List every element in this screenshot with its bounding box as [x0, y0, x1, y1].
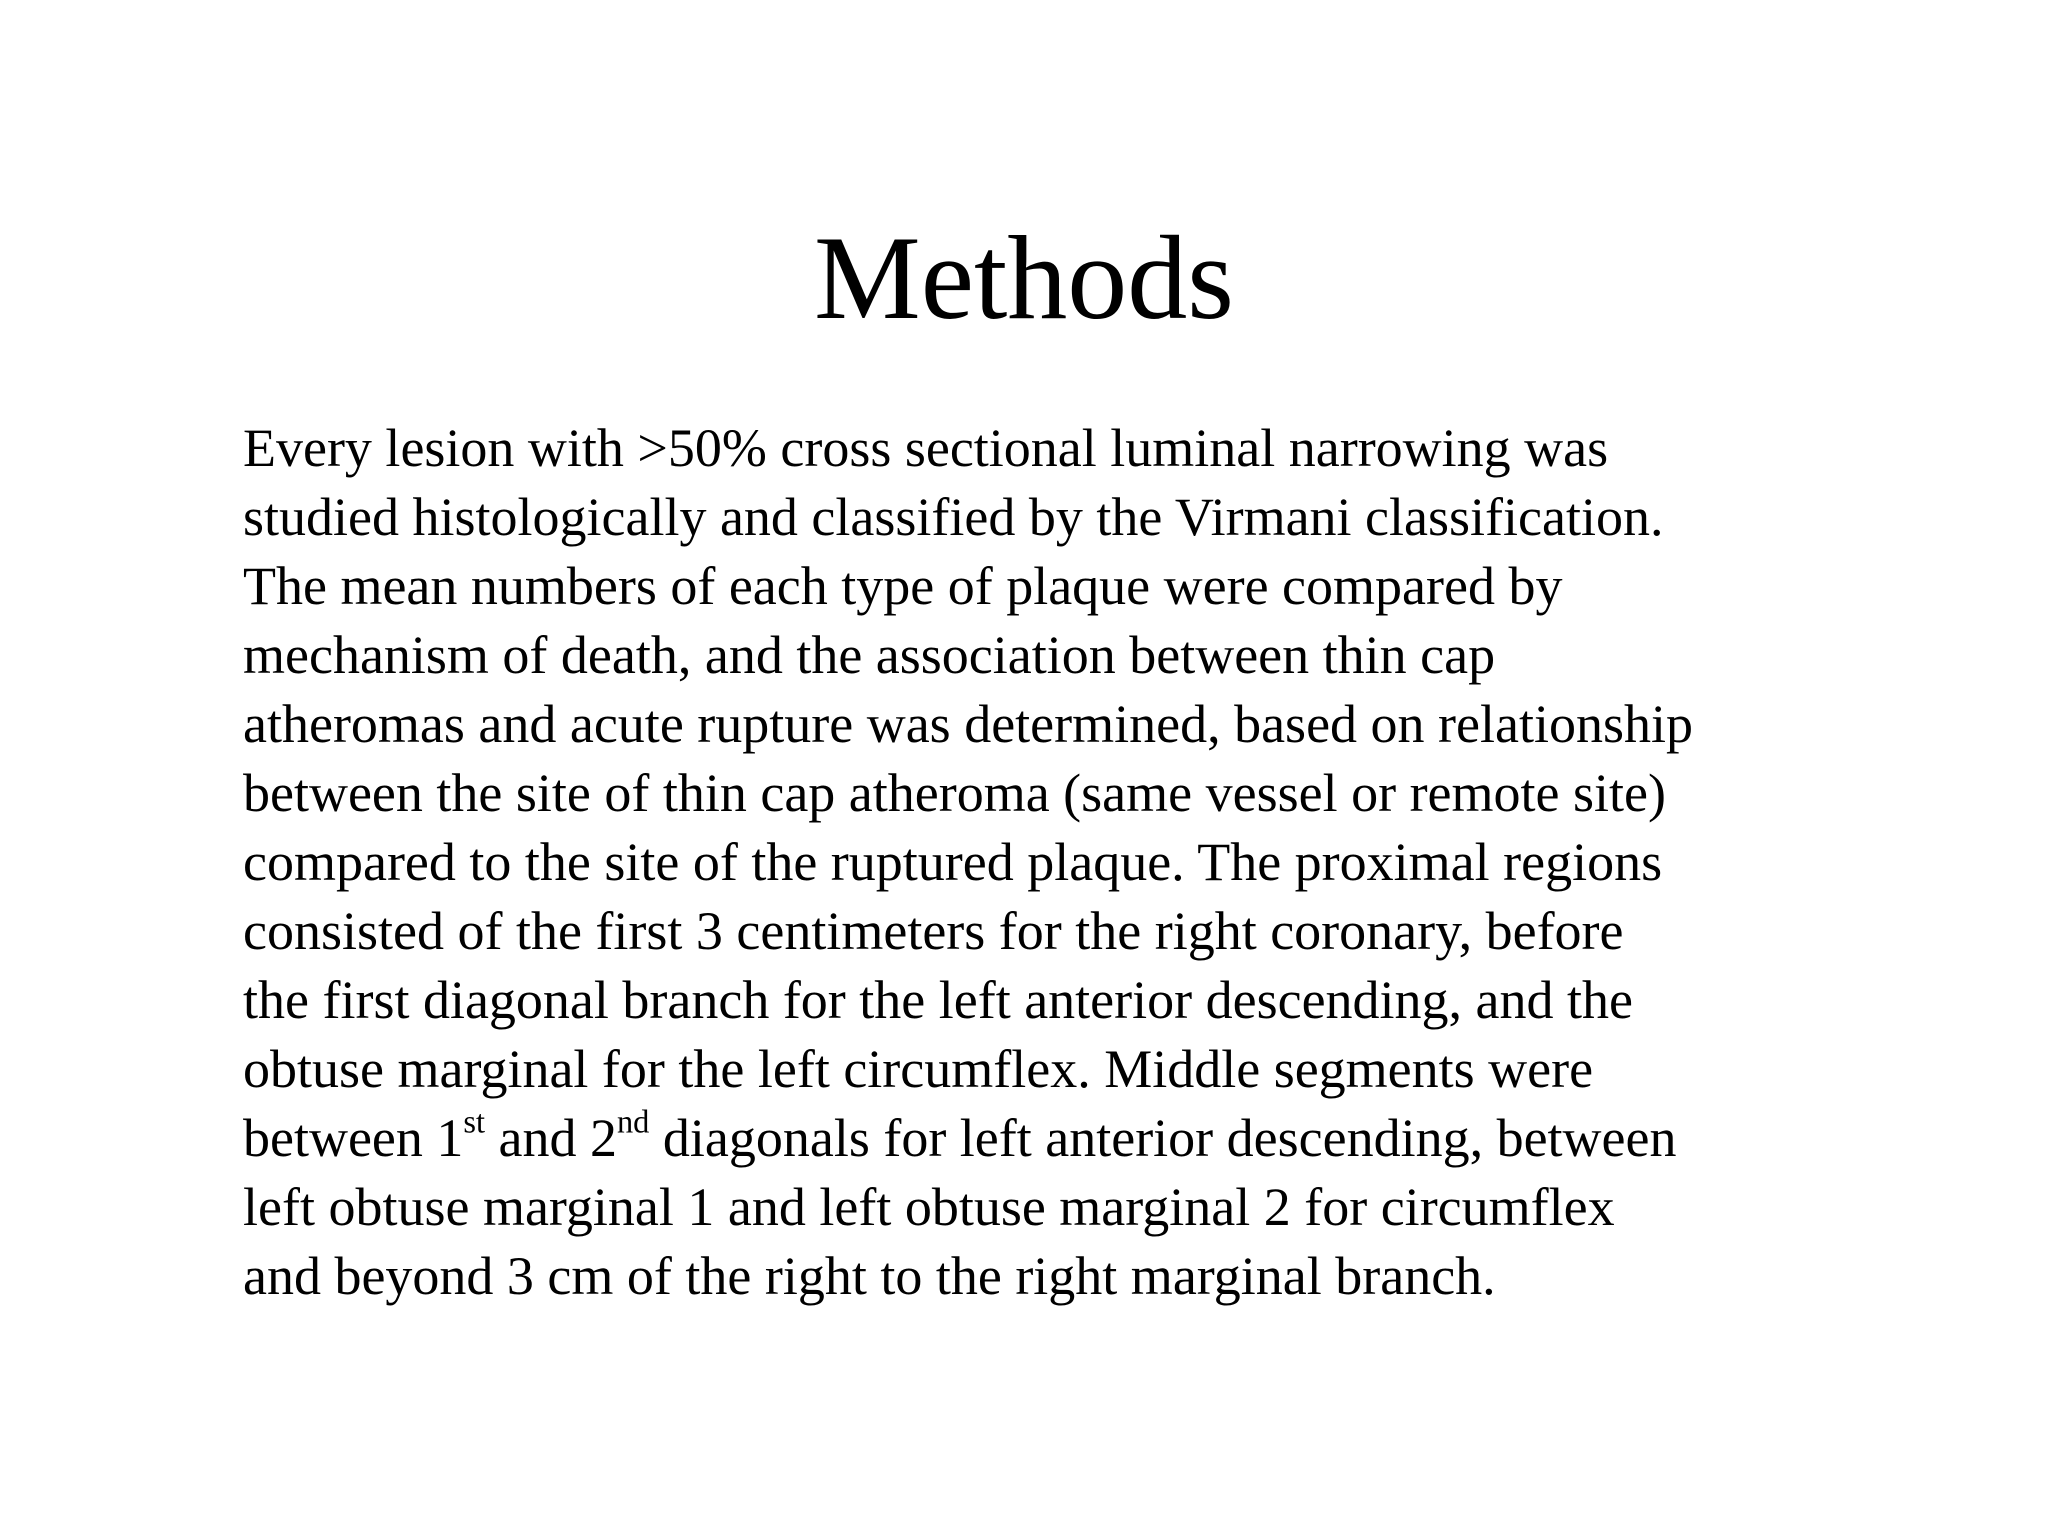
body-line: left obtuse marginal 1 and left obtuse marginal 2 for circumflex — [243, 1177, 1615, 1237]
line-text-segment: between 1 — [243, 1108, 464, 1168]
body-line: the first diagonal branch for the left anterior descending, and the — [243, 970, 1633, 1030]
line-text-segment: diagonals for left anterior descending, between — [649, 1108, 1677, 1168]
body-line: between the site of thin cap atheroma (same vessel or remote site) — [243, 763, 1666, 823]
body-line-with-superscripts — [243, 1104, 1883, 1173]
body-line: studied histologically and classified by the Virmani classification. — [243, 487, 1664, 547]
line-text-segment: and 2 — [485, 1108, 617, 1168]
slide-title: Methods — [814, 211, 1234, 344]
body-line: The mean numbers of each type of plaque were compared by — [243, 556, 1563, 616]
body-line: consisted of the first 3 centimeters for the right coronary, before — [243, 901, 1624, 961]
body-line: and beyond 3 cm of the right to the right marginal branch. — [243, 1246, 1496, 1306]
body-line: compared to the site of the ruptured plaque. The proximal regions — [243, 832, 1663, 892]
body-line: atheromas and acute rupture was determined, based on relationship — [243, 694, 1693, 754]
slide-body-text — [243, 414, 1883, 1311]
body-line: Every lesion with >50% cross sectional luminal narrowing was — [243, 418, 1609, 478]
ordinal-superscript: nd — [616, 1104, 650, 1141]
body-line: obtuse marginal for the left circumflex. Middle segments were — [243, 1039, 1594, 1099]
body-line: mechanism of death, and the association between thin cap — [243, 625, 1496, 685]
ordinal-superscript: st — [463, 1104, 486, 1141]
